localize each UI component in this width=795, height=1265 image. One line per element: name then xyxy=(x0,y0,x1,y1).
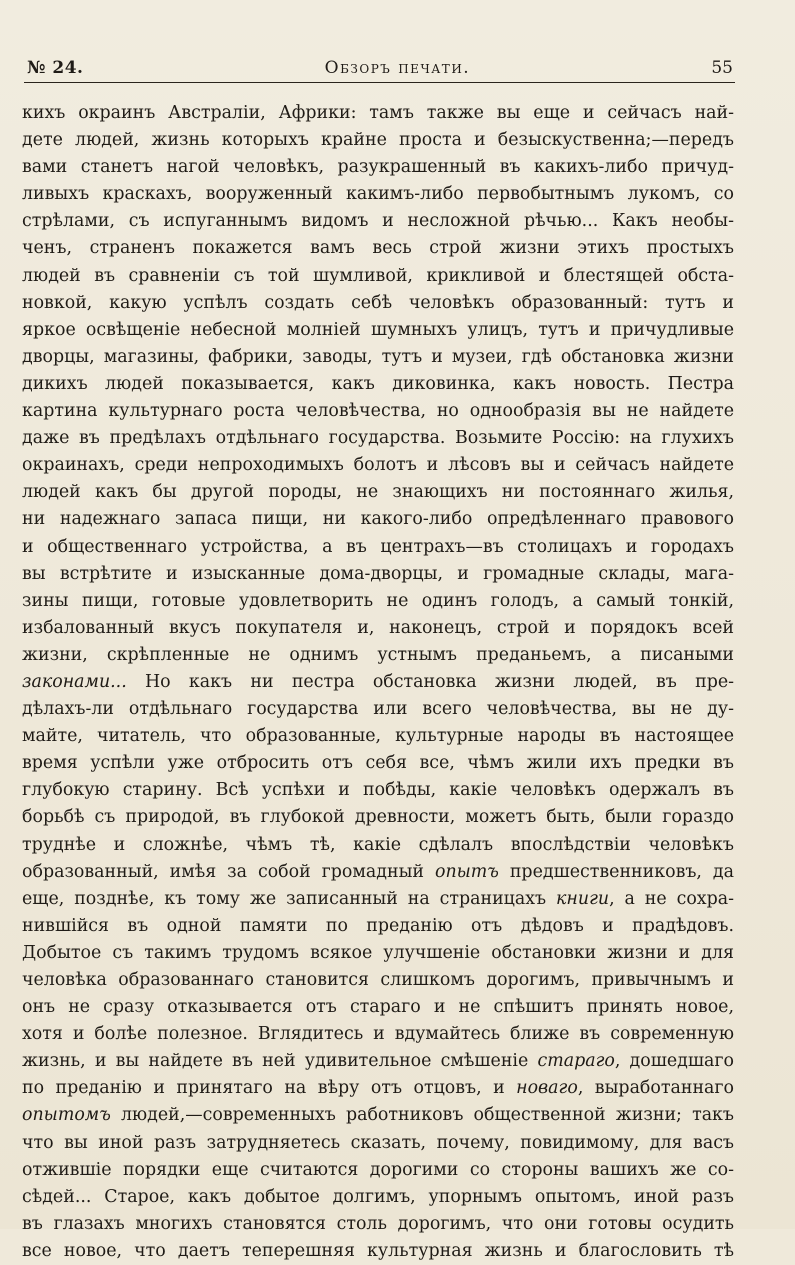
text-run: окраинахъ, среди непроходимыхъ болотъ и лѣсовъ вы и сейчасъ найдете xyxy=(22,455,734,476)
text-line xyxy=(22,1048,734,1075)
running-title: Обзоръ печати. xyxy=(324,58,471,78)
text-run: борьбѣ съ природой, въ глубокой древности, можетъ быть, были гораздо xyxy=(22,807,734,828)
text-line xyxy=(22,588,734,615)
issue-number: № 24. xyxy=(27,58,84,78)
text-line xyxy=(22,317,734,344)
text-run: нившійся въ одной памяти по преданію отъ дѣдовъ и прадѣдовъ. xyxy=(22,915,734,936)
text-run: отжившіе порядки еще считаются дорогими со стороны вашихъ же со- xyxy=(22,1159,734,1180)
page-header xyxy=(27,58,733,84)
text-run: людей,—современныхъ работниковъ общественной жизни; такъ xyxy=(110,1105,734,1126)
text-run: еще, позднѣе, къ тому же записанный на страницахъ xyxy=(22,888,557,909)
text-run: дете людей, жизнь которыхъ крайне проста и безыскуственна;—передъ xyxy=(22,130,734,151)
text-run: дѣлахъ-ли отдѣльнаго государства или всего человѣчества, вы не ду- xyxy=(22,699,734,720)
text-line xyxy=(22,181,734,208)
text-run: время успѣли уже отбросить отъ себя все, чѣмъ жили ихъ предки въ xyxy=(22,753,734,774)
text-line xyxy=(22,1130,734,1157)
header-rule xyxy=(24,82,735,83)
text-run: зины пищи, готовые удовлетворить не одинъ голодъ, а самый тонкій, xyxy=(22,590,734,611)
text-line xyxy=(22,994,734,1021)
text-run: , а не сохра- xyxy=(609,888,734,909)
text-line xyxy=(22,208,734,235)
text-line xyxy=(22,967,734,994)
body-text xyxy=(22,100,734,1265)
text-run: ни надежнаго запаса пищи, ни какого-либо опредѣленнаго правового xyxy=(22,509,734,530)
text-run: онъ не сразу отказывается отъ стараго и не спѣшитъ принять новое, xyxy=(22,997,734,1018)
text-line xyxy=(22,1211,734,1238)
italic-word: стараго xyxy=(537,1051,615,1072)
text-run: жизнь, и вы найдете въ ней удивительное смѣшеніе xyxy=(22,1051,538,1072)
text-run: человѣка образованнаго становится слишкомъ дорогимъ, привычнымъ и xyxy=(22,970,734,990)
text-line xyxy=(22,452,734,479)
italic-word: книги xyxy=(556,888,610,909)
text-run: предшественниковъ, да xyxy=(498,861,734,882)
text-line xyxy=(22,506,734,533)
text-run: жизни, скрѣпленные не однимъ устнымъ преданьемъ, а писаными xyxy=(22,644,734,665)
text-line xyxy=(22,750,734,777)
italic-word: новаго xyxy=(516,1078,578,1099)
text-line xyxy=(22,1075,734,1102)
italic-word: законами... xyxy=(22,671,127,692)
text-line xyxy=(22,696,734,723)
text-line xyxy=(22,777,734,804)
italic-word: опытъ xyxy=(434,861,499,882)
text-line xyxy=(22,832,734,859)
text-run: по преданію и принятаго на вѣру отъ отцовъ, и xyxy=(22,1078,517,1099)
text-run: Но какъ ни пестра обстановка жизни людей, въ пре- xyxy=(126,671,734,692)
text-run: кихъ окраинъ Австраліи, Африки: тамъ также вы еще и сейчасъ най- xyxy=(22,103,734,123)
page-number: 55 xyxy=(711,58,733,78)
text-line xyxy=(22,1021,734,1048)
text-run: майте, читатель, что образованные, культурные народы въ настоящее xyxy=(22,726,734,747)
text-line xyxy=(22,859,734,886)
text-run: , выработаннаго xyxy=(577,1078,734,1099)
text-line xyxy=(22,398,734,425)
text-line xyxy=(22,100,734,127)
text-run: Добытое съ такимъ трудомъ всякое улучшеніе обстановки жизни и для xyxy=(22,942,734,963)
text-run: дворцы, магазины, фабрики, заводы, тутъ и музеи, гдѣ обстановка жизни xyxy=(22,346,734,367)
text-run: людей въ сравненіи съ той шумливой, крикливой и блестящей обста- xyxy=(22,265,734,286)
text-line xyxy=(22,642,734,669)
text-line xyxy=(22,425,734,452)
text-run: новкой, какую успѣлъ создать себѣ человѣкъ образованный: тутъ и xyxy=(22,292,734,313)
text-run: хотя и болѣе полезное. Вглядитесь и вдумайтесь ближе въ современную xyxy=(22,1024,734,1045)
text-line xyxy=(22,235,734,262)
text-line xyxy=(22,290,734,317)
text-run: образованный, имѣя за собой громадный xyxy=(22,861,435,882)
text-line xyxy=(22,1102,734,1129)
text-run: ливыхъ краскахъ, вооруженный какимъ-либо первобытнымъ лукомъ, со xyxy=(22,184,734,205)
text-run: , дошедшаго xyxy=(614,1051,734,1072)
text-line xyxy=(22,1184,734,1211)
text-run: избалованный вкусъ покупателя и, наконецъ, строй и порядокъ всей xyxy=(22,617,734,638)
text-run: людей какъ бы другой породы, не знающихъ ни постояннаго жилья, xyxy=(22,482,734,503)
text-run: дикихъ людей показывается, какъ диковинка, какъ новость. Пестра xyxy=(22,373,734,394)
text-run: даже въ предѣлахъ отдѣльнаго государства. Возьмите Россію: на глухихъ xyxy=(22,428,734,449)
italic-word: опытомъ xyxy=(22,1105,111,1126)
text-run: вами станетъ нагой человѣкъ, разукрашенный въ какихъ-либо причуд- xyxy=(22,157,734,178)
text-run: ченъ, страненъ покажется вамъ весь строй жизни этихъ простыхъ xyxy=(22,238,734,259)
text-line xyxy=(22,371,734,398)
text-line xyxy=(22,913,734,940)
text-line xyxy=(22,615,734,642)
text-run: стрѣлами, съ испуганнымъ видомъ и несложной рѣчью... Какъ необы- xyxy=(22,211,734,232)
text-run: глубокую старину. Всѣ успѣхи и побѣды, какіе человѣкъ одержалъ въ xyxy=(22,780,734,801)
text-line xyxy=(22,344,734,371)
text-run: вы встрѣтите и изысканные дома-дворцы, и громадные склады, мага- xyxy=(22,563,734,584)
text-run: и общественнаго устройства, а въ центрахъ—въ столицахъ и городахъ xyxy=(22,536,734,557)
text-run: въ глазахъ многихъ становятся столь дорогимъ, что они готовы осудить xyxy=(22,1213,734,1234)
text-line xyxy=(22,479,734,506)
text-line xyxy=(22,561,734,588)
text-run: картина культурнаго роста человѣчества, но однообразія вы не найдете xyxy=(22,401,734,422)
text-line xyxy=(22,723,734,750)
text-line xyxy=(22,1157,734,1184)
text-line xyxy=(22,127,734,154)
text-line xyxy=(22,940,734,967)
text-line xyxy=(22,804,734,831)
text-run: все новое, что даетъ теперешняя культурная жизнь и благословить тѣ xyxy=(22,1240,734,1261)
text-line xyxy=(22,154,734,181)
text-run: труднѣе и сложнѣе, чѣмъ тѣ, какіе сдѣлалъ впослѣдствіи человѣкъ xyxy=(22,834,734,855)
text-run: что вы иной разъ затрудняетесь сказать, почему, повидимому, для васъ xyxy=(22,1132,734,1153)
text-run: сѣдей... Старое, какъ добытое долгимъ, упорнымъ опытомъ, иной разъ xyxy=(22,1186,734,1207)
text-line xyxy=(22,669,734,696)
text-line xyxy=(22,886,734,913)
text-line xyxy=(22,1238,734,1265)
text-line xyxy=(22,263,734,290)
text-run: яркое освѣщеніе небесной молніей шумныхъ улицъ, тутъ и причудливые xyxy=(22,319,734,340)
text-line xyxy=(22,534,734,561)
